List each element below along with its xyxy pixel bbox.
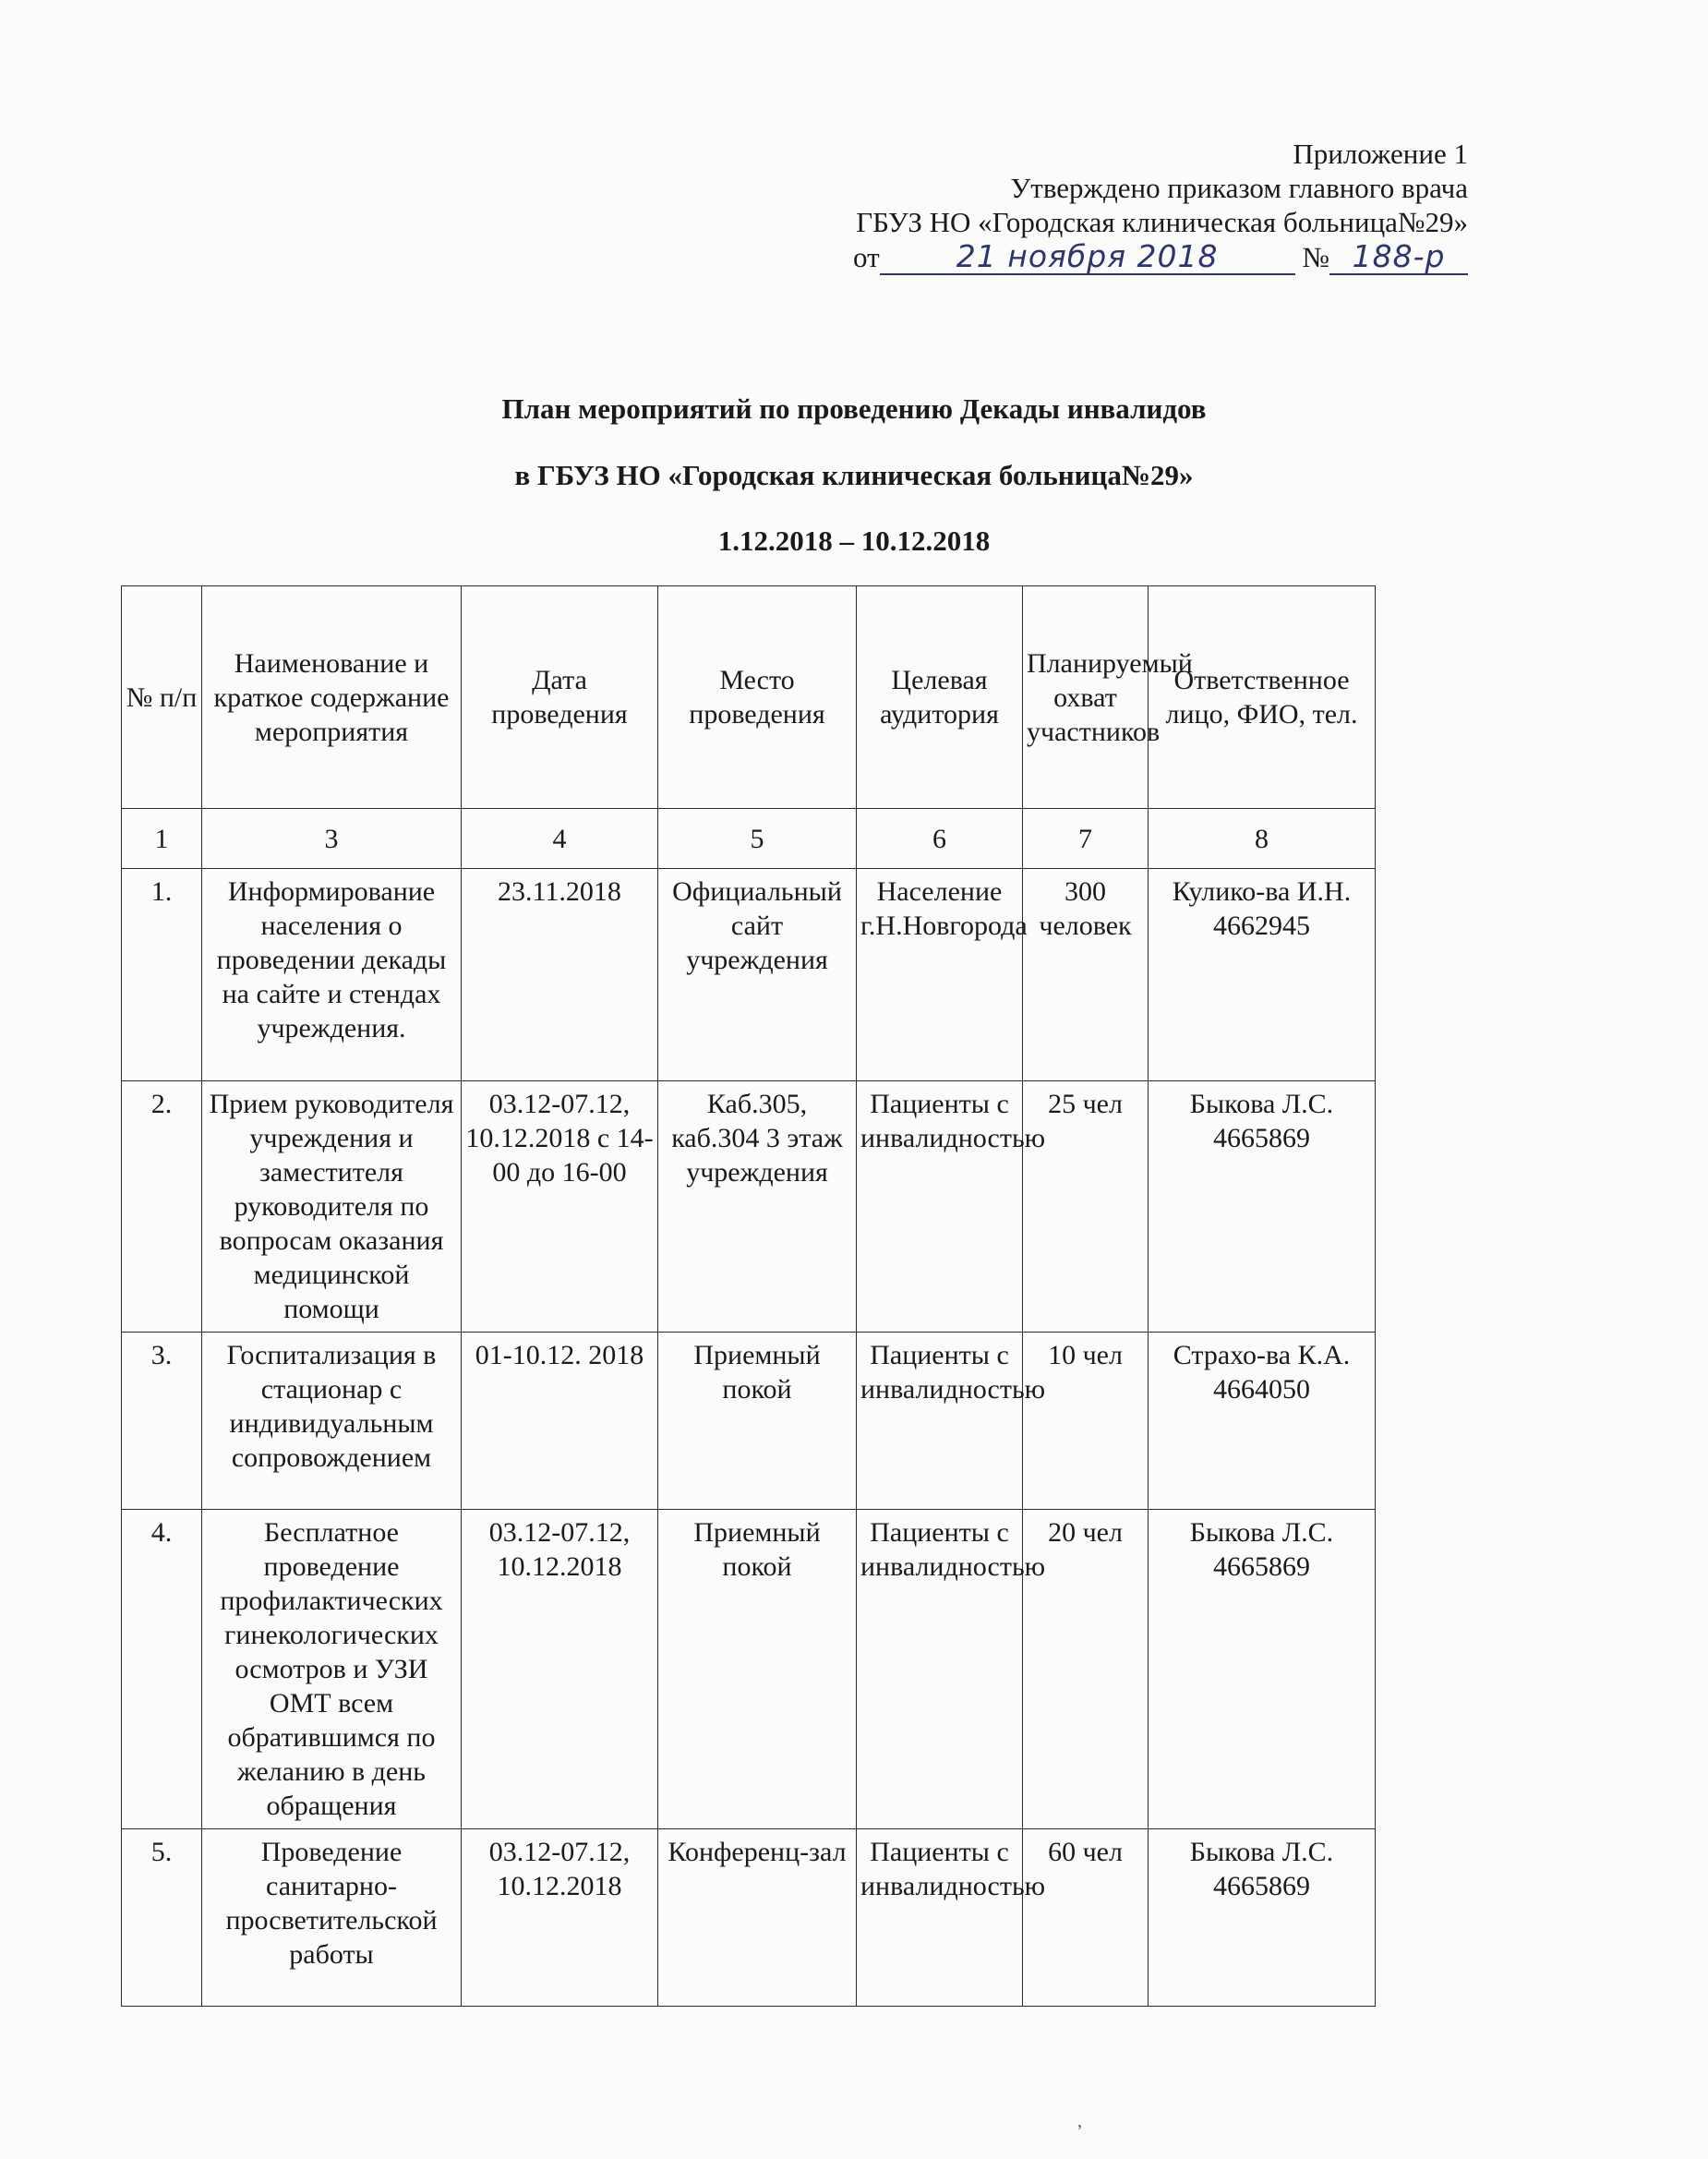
hospital-name: ГБУЗ НО «Городская клиническая больница№29»	[856, 206, 1468, 238]
event-date: 01-10.12. 2018	[462, 1333, 658, 1510]
event-name: Госпитализация в стационар с индивидуальным сопровождением	[202, 1333, 462, 1510]
row-number: 3.	[122, 1333, 202, 1510]
column-number: 6	[857, 809, 1023, 869]
table-row	[122, 1333, 1376, 1510]
row-number: 5.	[122, 1829, 202, 2007]
header-cell-date: Дата проведения	[462, 586, 658, 809]
row-number: 4.	[122, 1510, 202, 1829]
event-place: Конференц-зал	[658, 1829, 857, 2007]
title-line-2: в ГБУЗ НО «Городская клиническая больница№29»	[514, 459, 1194, 491]
column-number: 5	[658, 809, 857, 869]
event-date: 03.12-07.12, 10.12.2018 с 14-00 до 16-00	[462, 1081, 658, 1333]
table-row	[122, 1510, 1376, 1829]
table-row	[122, 869, 1376, 1081]
table-row	[122, 1829, 1376, 2007]
event-place: Каб.305, каб.304 3 этаж учреждения	[658, 1081, 857, 1333]
event-place: Приемный покой	[658, 1510, 857, 1829]
column-number: 8	[1149, 809, 1376, 869]
event-responsible: Быкова Л.С. 4665869	[1149, 1829, 1376, 2007]
date-prefix: от	[853, 241, 880, 273]
order-number-handwritten: 188-р	[1329, 239, 1468, 275]
event-audience: Население г.Н.Новгорода	[857, 869, 1023, 1081]
event-name: Информирование населения о проведении декады на сайте и стендах учреждения.	[202, 869, 462, 1081]
scan-speck: ,	[1077, 2111, 1082, 2131]
column-number: 1	[122, 809, 202, 869]
event-audience: Пациенты с инвалидностью	[857, 1333, 1023, 1510]
column-number: 7	[1023, 809, 1149, 869]
event-coverage: 60 чел	[1023, 1829, 1149, 2007]
event-date: 03.12-07.12, 10.12.2018	[462, 1510, 658, 1829]
event-responsible: Быкова Л.С. 4665869	[1149, 1081, 1376, 1333]
header-cell-number: № п/п	[122, 586, 202, 809]
event-responsible: Быкова Л.С. 4665869	[1149, 1510, 1376, 1829]
event-name: Прием руководителя учреждения и заместителя руководителя по вопросам оказания медицинской помощи	[202, 1081, 462, 1333]
event-coverage: 25 чел	[1023, 1081, 1149, 1333]
event-date: 03.12-07.12, 10.12.2018	[462, 1829, 658, 2007]
table-header-row	[122, 586, 1376, 809]
header-cell-coverage: Планируемый охват участников	[1023, 586, 1149, 809]
title-line-1: План мероприятий по проведению Декады инвалидов	[501, 392, 1207, 425]
row-number: 1.	[122, 869, 202, 1081]
row-number: 2.	[122, 1081, 202, 1333]
table-row	[122, 1081, 1376, 1333]
event-audience: Пациенты с инвалидностью	[857, 1510, 1023, 1829]
header-cell-name: Наименование и краткое содержание мероприятия	[202, 586, 462, 809]
header-cell-audience: Целевая аудитория	[857, 586, 1023, 809]
event-coverage: 300 человек	[1023, 869, 1149, 1081]
event-place: Приемный покой	[658, 1333, 857, 1510]
order-date-handwritten: 21 ноября 2018	[880, 239, 1295, 275]
events-table	[121, 585, 1376, 2007]
number-prefix: №	[1302, 241, 1329, 273]
event-place: Официальный сайт учреждения	[658, 869, 857, 1081]
title-line-3: 1.12.2018 – 10.12.2018	[717, 525, 991, 557]
appendix-label: Приложение 1	[1293, 138, 1468, 170]
approval-block	[853, 137, 1468, 276]
order-date-line	[853, 239, 1468, 276]
column-number: 3	[202, 809, 462, 869]
event-responsible: Кулико-ва И.Н. 4662945	[1149, 869, 1376, 1081]
event-name: Бесплатное проведение профилактических гинекологических осмотров и УЗИ ОМТ всем обратившимся по желанию в день обращения	[202, 1510, 462, 1829]
event-responsible: Страхо-ва К.А. 4664050	[1149, 1333, 1376, 1510]
header-cell-place: Место проведения	[658, 586, 857, 809]
column-number: 4	[462, 809, 658, 869]
column-number-row	[122, 809, 1376, 869]
event-coverage: 20 чел	[1023, 1510, 1149, 1829]
event-audience: Пациенты с инвалидностью	[857, 1081, 1023, 1333]
event-date: 23.11.2018	[462, 869, 658, 1081]
event-audience: Пациенты с инвалидностью	[857, 1829, 1023, 2007]
event-coverage: 10 чел	[1023, 1333, 1149, 1510]
approval-text: Утверждено приказом главного врача	[1010, 172, 1468, 204]
header-cell-responsible: Ответственное лицо, ФИО, тел.	[1149, 586, 1376, 809]
event-name: Проведение санитарно-просветительской работы	[202, 1829, 462, 2007]
